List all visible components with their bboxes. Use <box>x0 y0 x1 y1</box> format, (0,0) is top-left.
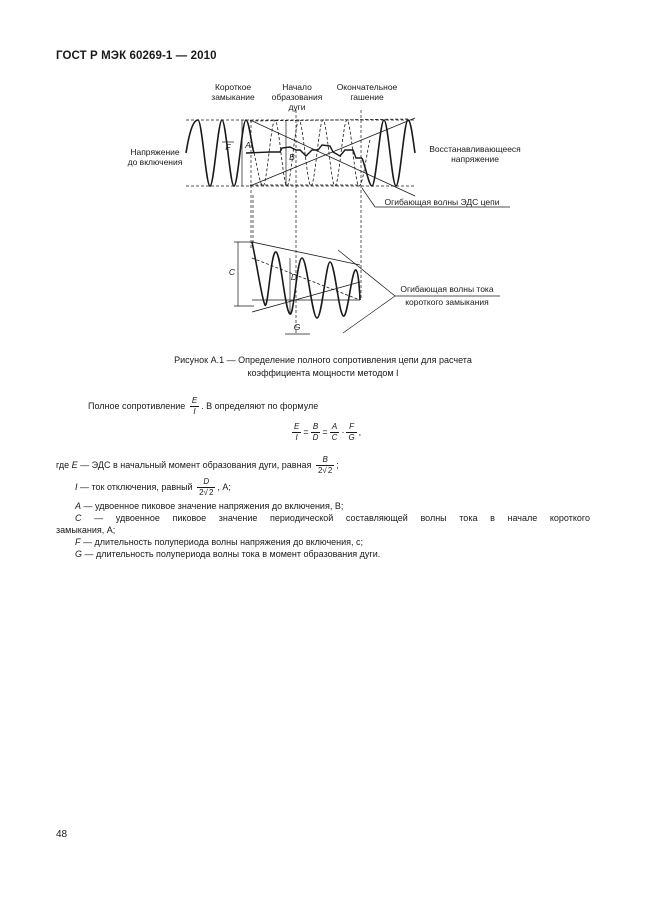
I-frac-num: D <box>197 477 215 488</box>
E-end: ; <box>336 459 339 470</box>
I-end: , А; <box>217 481 231 492</box>
f1-den: I <box>295 433 298 442</box>
eq2: = <box>322 426 328 437</box>
label-arc-start-3: дуги <box>288 102 306 112</box>
E-frac-num: B <box>316 455 334 466</box>
E-definition: — ЭДС в начальный момент образования дуги, равная <box>77 459 312 470</box>
A-definition: — удвоенное пиковое значение напряжения до включения, В; <box>81 501 344 511</box>
intro-fraction <box>190 396 199 417</box>
label-C: C <box>228 267 236 277</box>
intro-suffix: . В определяют по формуле <box>201 400 319 411</box>
label-current-envelope-1: Огибающая волны тока <box>400 284 494 294</box>
G-symbol: G <box>75 549 83 559</box>
label-arc-start-1: Начало <box>282 82 312 92</box>
definition-F <box>75 536 590 548</box>
I-definition: — ток отключения, равный <box>77 481 193 492</box>
I-symbol: I <box>75 481 78 492</box>
intro-frac-den: I <box>193 407 196 416</box>
f4-num: F <box>346 422 356 433</box>
intro-frac-num: E <box>191 396 198 405</box>
label-voltage-before-2: до включения <box>127 157 183 167</box>
C-definition-2: замыкания, А; <box>56 525 116 535</box>
label-voltage-before-1: Напряжение <box>130 147 180 157</box>
figure-caption <box>0 354 646 380</box>
C-definition-1: — удвоенное пиковое значение периодической составляющей волны тока в начале короткого <box>81 513 590 523</box>
C-symbol: C <box>75 513 82 523</box>
f2-den: D <box>312 433 319 442</box>
f3-den: C <box>331 433 338 442</box>
f3-num: A <box>330 422 340 433</box>
I-fraction: $\frac{D}{2√2}$ <box>199 477 214 497</box>
E-frac-den-sqrt: 2 <box>327 466 333 475</box>
waveform-diagram <box>0 0 646 350</box>
f2-num: B <box>311 422 321 433</box>
eq1: = <box>303 426 309 437</box>
label-F: F <box>225 142 231 152</box>
I-frac-den-pre: 2 <box>199 488 204 497</box>
definition-I <box>75 477 231 498</box>
F-definition: — длительность полупериода волны напряжения до включения, с; <box>80 537 364 547</box>
label-short-circuit-2: замыкание <box>211 92 255 102</box>
label-final-extinction-2: гашение <box>350 92 384 102</box>
label-short-circuit-1: Короткое <box>214 82 252 92</box>
voltage-wave-before <box>186 120 254 186</box>
label-final-extinction-1: Окончательное <box>336 82 398 92</box>
label-A: A <box>245 140 251 150</box>
dot: · <box>341 426 345 437</box>
document-header: ГОСТ Р МЭК 60269-1 — 2010 <box>56 50 217 62</box>
label-G: G <box>293 322 301 332</box>
definition-C-line2 <box>56 524 590 536</box>
label-current-envelope-2: короткого замыкания <box>405 297 489 307</box>
A-symbol: A <box>75 501 82 511</box>
impedance-intro <box>88 396 318 417</box>
current-waveform <box>252 242 360 318</box>
figure-a1 <box>0 0 646 350</box>
f4-den: G <box>348 433 355 442</box>
formula-end: , <box>358 426 362 437</box>
I-frac-den-sqrt: 2 <box>208 488 214 497</box>
page-number: 48 <box>56 829 68 840</box>
definition-G <box>75 548 590 560</box>
definition-C-line1 <box>75 512 590 524</box>
f1-num: E <box>294 422 300 431</box>
E-frac-den-pre: 2 <box>317 466 323 475</box>
E-symbol: E <box>71 459 78 470</box>
definition-A <box>75 500 590 512</box>
label-emf-envelope: Огибающая волны ЭДС цепи <box>384 197 500 207</box>
definition-E <box>56 455 339 476</box>
F-symbol: F <box>75 537 81 547</box>
G-definition: — длительность полупериода волны тока в момент образования дуги. <box>82 549 381 559</box>
recovery-voltage-wave <box>362 120 415 186</box>
impedance-formula <box>290 422 361 443</box>
caption-line-2: коэффициента мощности методом I <box>247 368 399 378</box>
caption-line-1: Рисунок А.1 — Определение полного сопротивления цепи для расчета <box>174 355 472 365</box>
label-D: D <box>290 272 298 282</box>
label-recovery-voltage-2: напряжение <box>451 154 499 164</box>
label-arc-start-2: образования <box>271 92 323 102</box>
where-prefix: где <box>56 459 70 470</box>
label-recovery-voltage-1: Восстанавливающееся <box>429 144 521 154</box>
label-B: B <box>289 152 295 162</box>
E-fraction: $\frac{B}{2√2}$ <box>317 455 333 475</box>
intro-prefix: Полное сопротивление <box>88 400 186 411</box>
